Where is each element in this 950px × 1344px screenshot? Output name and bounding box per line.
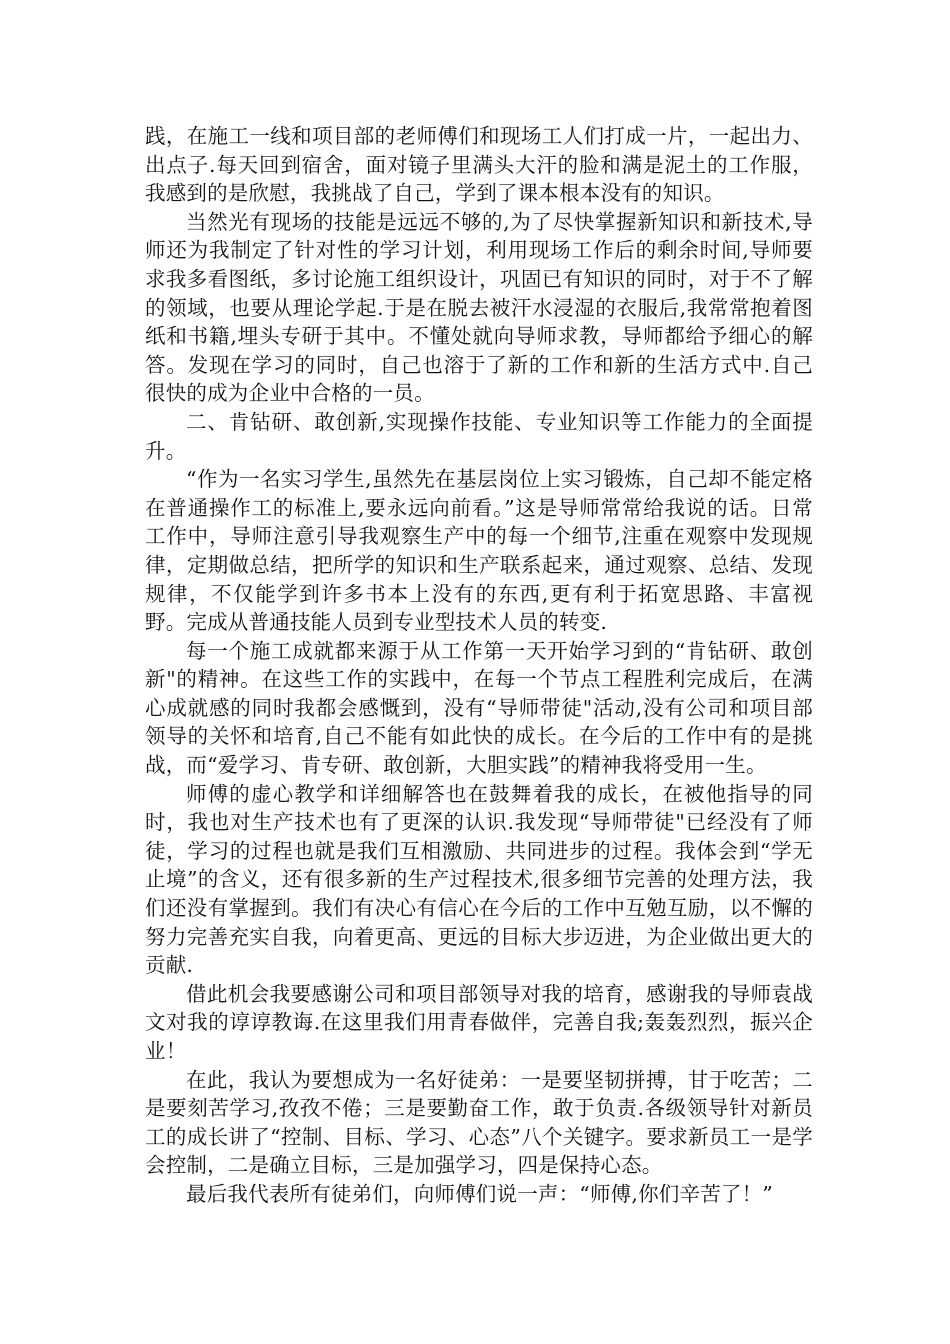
paragraph-continued: 践，在施工一线和项目部的老师傅们和现场工人们打成一片，一起出力、出点子.每天回到宿舍，面对镜子里满头大汗的脸和满是泥土的工作服，我感到的是欣慰，我挑战了自己，学到了课本根本没有的知识。 xyxy=(145,124,813,206)
paragraph-mentor-teaching: 师傅的虚心教学和详细解答也在鼓舞着我的成长，在被他指导的同时，我也对生产技术也有了更深的认识.我发现“导师带徒"已经没有了师徒，学习的过程也就是我们互相激励、共同进步的过程。我体会到“学无止境”的含义，还有很多新的生产过程技术,很多细节完善的处理方法，我们还没有掌握到。我们有决心有信心在今后的工作中互勉互励，以不懈的努力完善充实自我，向着更高、更远的目标大步迈进，为企业做出更大的贡献. xyxy=(145,781,813,978)
document-body xyxy=(145,122,813,1209)
paragraph-achievements: 每一个施工成就都来源于从工作第一天开始学习到的“肯钻研、敢创新"的精神。在这些工作的实践中，在每一个节点工程胜利完成后，在满心成就感的同时我都会感慨到，没有“导师带徒"活动,没有公司和项目部领导的关怀和培育,自己不能有如此快的成长。在今后的工作中有的是挑战，而“爱学习、肯专研、敢创新，大胆实践”的精神我将受用一生。 xyxy=(145,638,813,778)
paragraph-theory-study: 当然光有现场的技能是远远不够的,为了尽快掌握新知识和新技术,导师还为我制定了针对性的学习计划，利用现场工作后的剩余时间,导师要求我多看图纸，多讨论施工组织设计，巩固已有知识的同时，对于不了解的领域，也要从理论学起.于是在脱去被汗水浸湿的衣服后,我常常抱着图纸和书籍,埋头专研于其中。不懂处就向导师求教，导师都给予细心的解答。发现在学习的同时，自己也溶于了新的工作和新的生活方式中.自己很快的成为企业中合格的一员。 xyxy=(145,209,813,406)
section-heading-two: 二、肯钻研、敢创新,实现操作技能、专业知识等工作能力的全面提升。 xyxy=(145,409,813,463)
paragraph-good-apprentice: 在此，我认为要想成为一名好徒弟：一是要坚韧拼搏，甘于吃苦；二是要刻苦学习,孜孜不倦；三是要勤奋工作，敢于负责.各级领导针对新员工的成长讲了“控制、目标、学习、心态”八个关键字。要求新员工一是学会控制，二是确立目标，三是加强学习，四是保持心态。 xyxy=(145,1067,813,1178)
paragraph-mentor-quote: “作为一名实习学生,虽然先在基层岗位上实习锻炼，自己却不能定格在普通操作工的标准上,要永远向前看。”这是导师常常给我说的话。日常工作中，导师注意引导我观察生产中的每一个细节,注重在观察中发现规律，定期做总结，把所学的知识和生产联系起来，通过观察、总结、发现规律，不仅能学到许多书本上没有的东西,更有利于拓宽思路、丰富视野。完成从普通技能人员到专业型技术人员的转变. xyxy=(145,467,813,635)
paragraph-thanks: 借此机会我要感谢公司和项目部领导对我的培育，感谢我的导师袁战文对我的谆谆教诲.在这里我们用青春做伴，完善自我;轰轰烈烈，振兴企业！ xyxy=(145,981,813,1063)
paragraph-closing: 最后我代表所有徒弟们，向师傅们说一声：“师傅,你们辛苦了！” xyxy=(186,1181,773,1206)
